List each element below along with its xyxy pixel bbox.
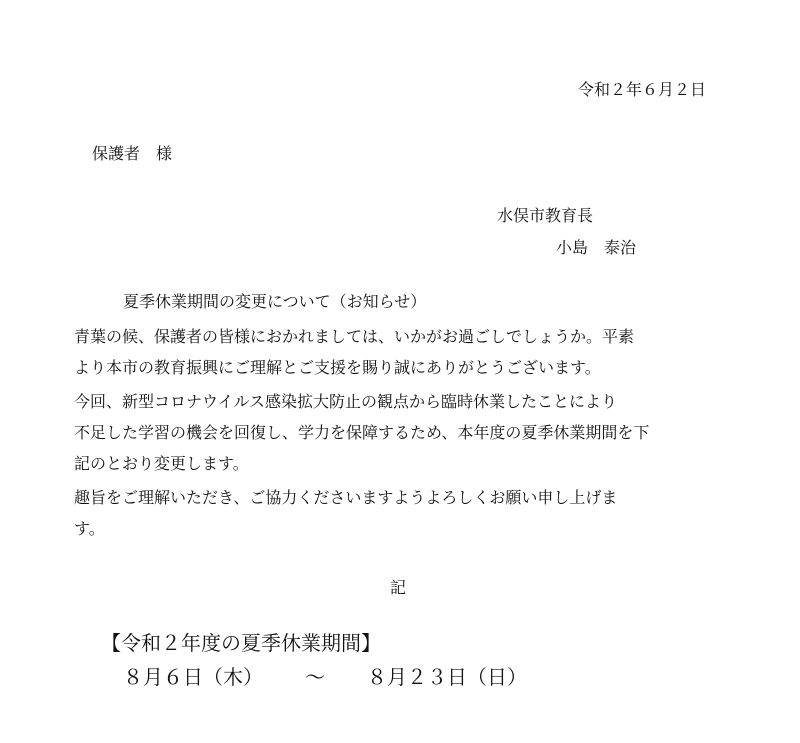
body-line-1: 青葉の候、保護者の皆様におかれましては、いかがお過ごしでしょうか。平素 <box>74 327 635 346</box>
period-end: ８月２３日（日） <box>367 665 527 689</box>
period-heading: 【令和２年度の夏季休業期間】 <box>101 631 381 655</box>
body-line-6: 趣旨をご理解いただき、ご協力くださいますようよろしくお願い申し上げま <box>74 488 618 507</box>
body-line-2: より本市の教育振興にご理解とご支援を賜り誠にありがとうございます。 <box>74 358 601 377</box>
letter-subject: 夏季休業期間の変更について（お知らせ） <box>123 292 427 311</box>
issuer-name: 小島 泰治 <box>556 238 637 257</box>
body-line-3: 今回、新型コロナウイルス感染拡大防止の観点から臨時休業したことにより <box>74 392 618 411</box>
period-start: ８月６日（木） <box>123 665 263 689</box>
period-range <box>123 665 527 689</box>
issuer-organization: 水俣市教育長 <box>497 206 594 225</box>
ki-marker: 記 <box>390 578 407 597</box>
body-line-7: す。 <box>74 519 105 538</box>
letter-date: 令和２年６月２日 <box>578 80 707 99</box>
body-line-4: 不足した学習の機会を回復し、学力を保障するため、本年度の夏季休業期間を下 <box>74 423 650 442</box>
period-separator: ～ <box>305 665 325 689</box>
letter-recipient: 保護者 様 <box>92 144 173 163</box>
body-line-5: 記のとおり変更します。 <box>74 454 249 473</box>
